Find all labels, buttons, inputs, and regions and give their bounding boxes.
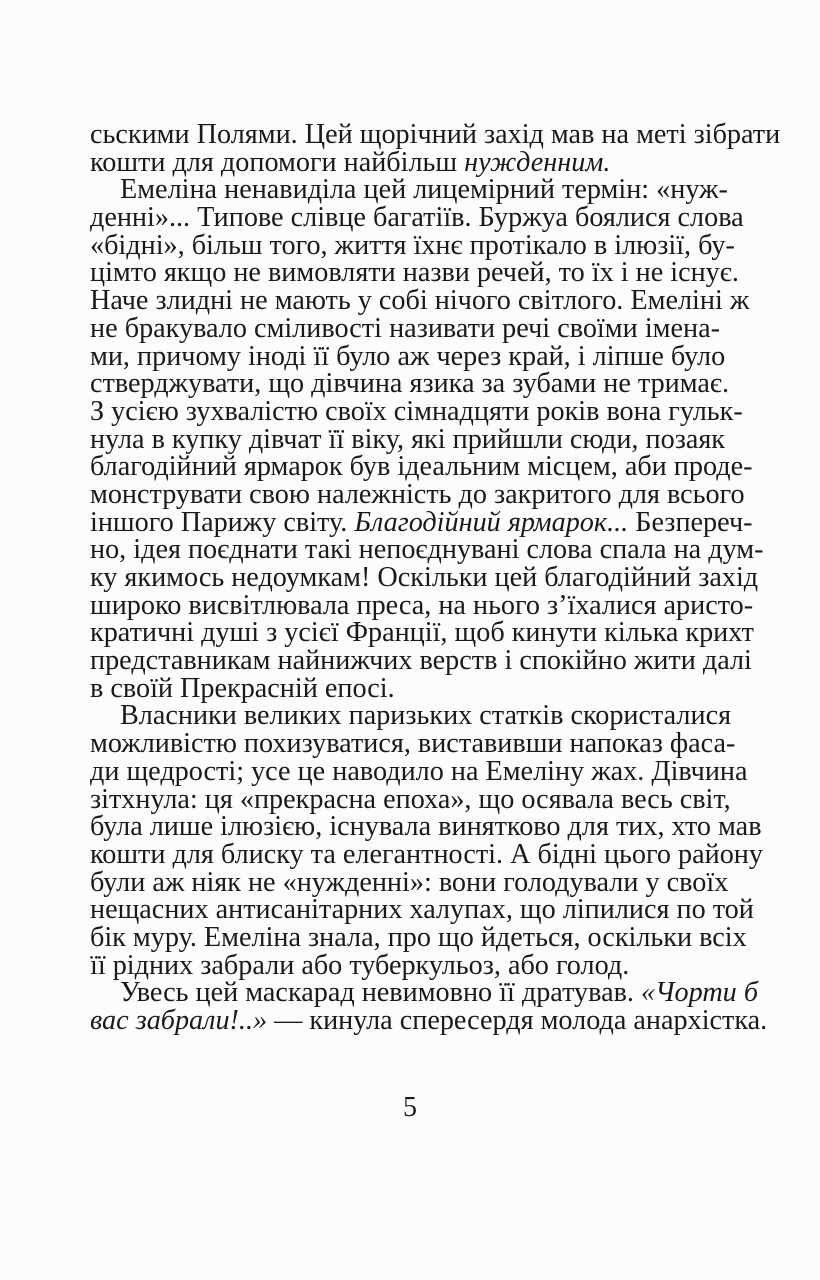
text-run: ку якимось недоумкам! Оскільки цей благодійний захід — [90, 562, 759, 593]
text-run: можливістю похизуватися, виставивши напоказ фаса- — [90, 728, 736, 759]
text-run: не бракувало сміливості називати речі своїми імена- — [90, 313, 720, 344]
text-run: ми, причому іноді її було аж через край, і ліпше було — [90, 341, 726, 372]
text-run: представникам найнижчих верств і спокійно жити далі — [90, 645, 752, 676]
text-run: широко висвітлювала преса, на нього з’їхалися аристо- — [90, 590, 754, 621]
text-run: кратичні душі з усієї Франції, щоб кинути кілька крихт — [90, 617, 754, 648]
italic-text-run: «Чорти б — [641, 977, 759, 1008]
italic-text-run: вас забрали!..» — [90, 1005, 268, 1036]
text-run: Емеліна ненавиділа цей лицемірний термін: «нуж- — [120, 174, 728, 205]
text-line — [90, 1003, 768, 1039]
text-run: цімто якщо не вимовляти назви речей, то їх і не існує. — [90, 257, 739, 288]
text-run: Наче злидні не мають у собі нічого світлого. Емеліні ж — [90, 285, 750, 316]
text-run: — кинула спересердя молода анархістка. — [267, 1005, 768, 1036]
text-run: нула в купку дівчат її віку, які прийшли сюди, позаяк — [90, 424, 725, 455]
text-run: Увесь цей маскарад невимовно її дратував. — [120, 977, 641, 1008]
text-run: стверджувати, що дівчина язика за зубами не тримає. — [90, 368, 730, 399]
text-run: монструвати свою належність до закритого для всього — [90, 479, 745, 510]
text-run: «бідні», більш того, життя їхнє протікало в ілюзії, бу- — [90, 230, 735, 261]
text-run: була лише ілюзією, існувала винятково для тих, хто мав — [90, 811, 762, 842]
text-run: Безпереч- — [628, 507, 753, 538]
text-run: З усією зухвалістю своїх сімнадцяти років вона гульк- — [90, 396, 743, 427]
text-run: зітхнула: ця «прекрасна епоха», що осявала весь світ, — [90, 784, 731, 815]
text-run: її рідних забрали або туберкульоз, або голод. — [90, 950, 630, 981]
text-run: денні»... Типове слівце багатіїв. Буржуа боялися слова — [90, 202, 744, 233]
text-run: кошти для допомоги найбільш — [90, 147, 465, 178]
text-run: сьскими Полями. Цей щорічний захід мав на меті зібрати — [90, 119, 781, 150]
text-run: нещасних антисанітарних халупах, що ліпилися по той — [90, 894, 754, 925]
page-number: 5 — [403, 1092, 417, 1123]
text-run: но, ідея поєднати такі непоєднувані слова спала на дум- — [90, 534, 764, 565]
text-run: благодійний ярмарок був ідеальним місцем, аби проде- — [90, 451, 753, 482]
italic-text-run: Благодійний ярмарок... — [354, 507, 629, 538]
italic-text-run: нужденним. — [464, 147, 611, 178]
text-run: кошти для блиску та елегантності. А бідні цього району — [90, 839, 763, 870]
text-run: Власники великих паризьких статків скористалися — [120, 700, 732, 731]
text-run: були аж ніяк не «нужденні»: вони голодували у своїх — [90, 867, 729, 898]
text-run: іншого Парижу світу. — [90, 507, 355, 538]
text-run: в своїй Прекрасній епосі. — [90, 673, 395, 704]
text-run: бік муру. Емеліна знала, про що йдеться, оскільки всіх — [90, 922, 747, 953]
text-run: ди щедрості; усе це наводило на Емеліну жах. Дівчина — [90, 756, 748, 787]
